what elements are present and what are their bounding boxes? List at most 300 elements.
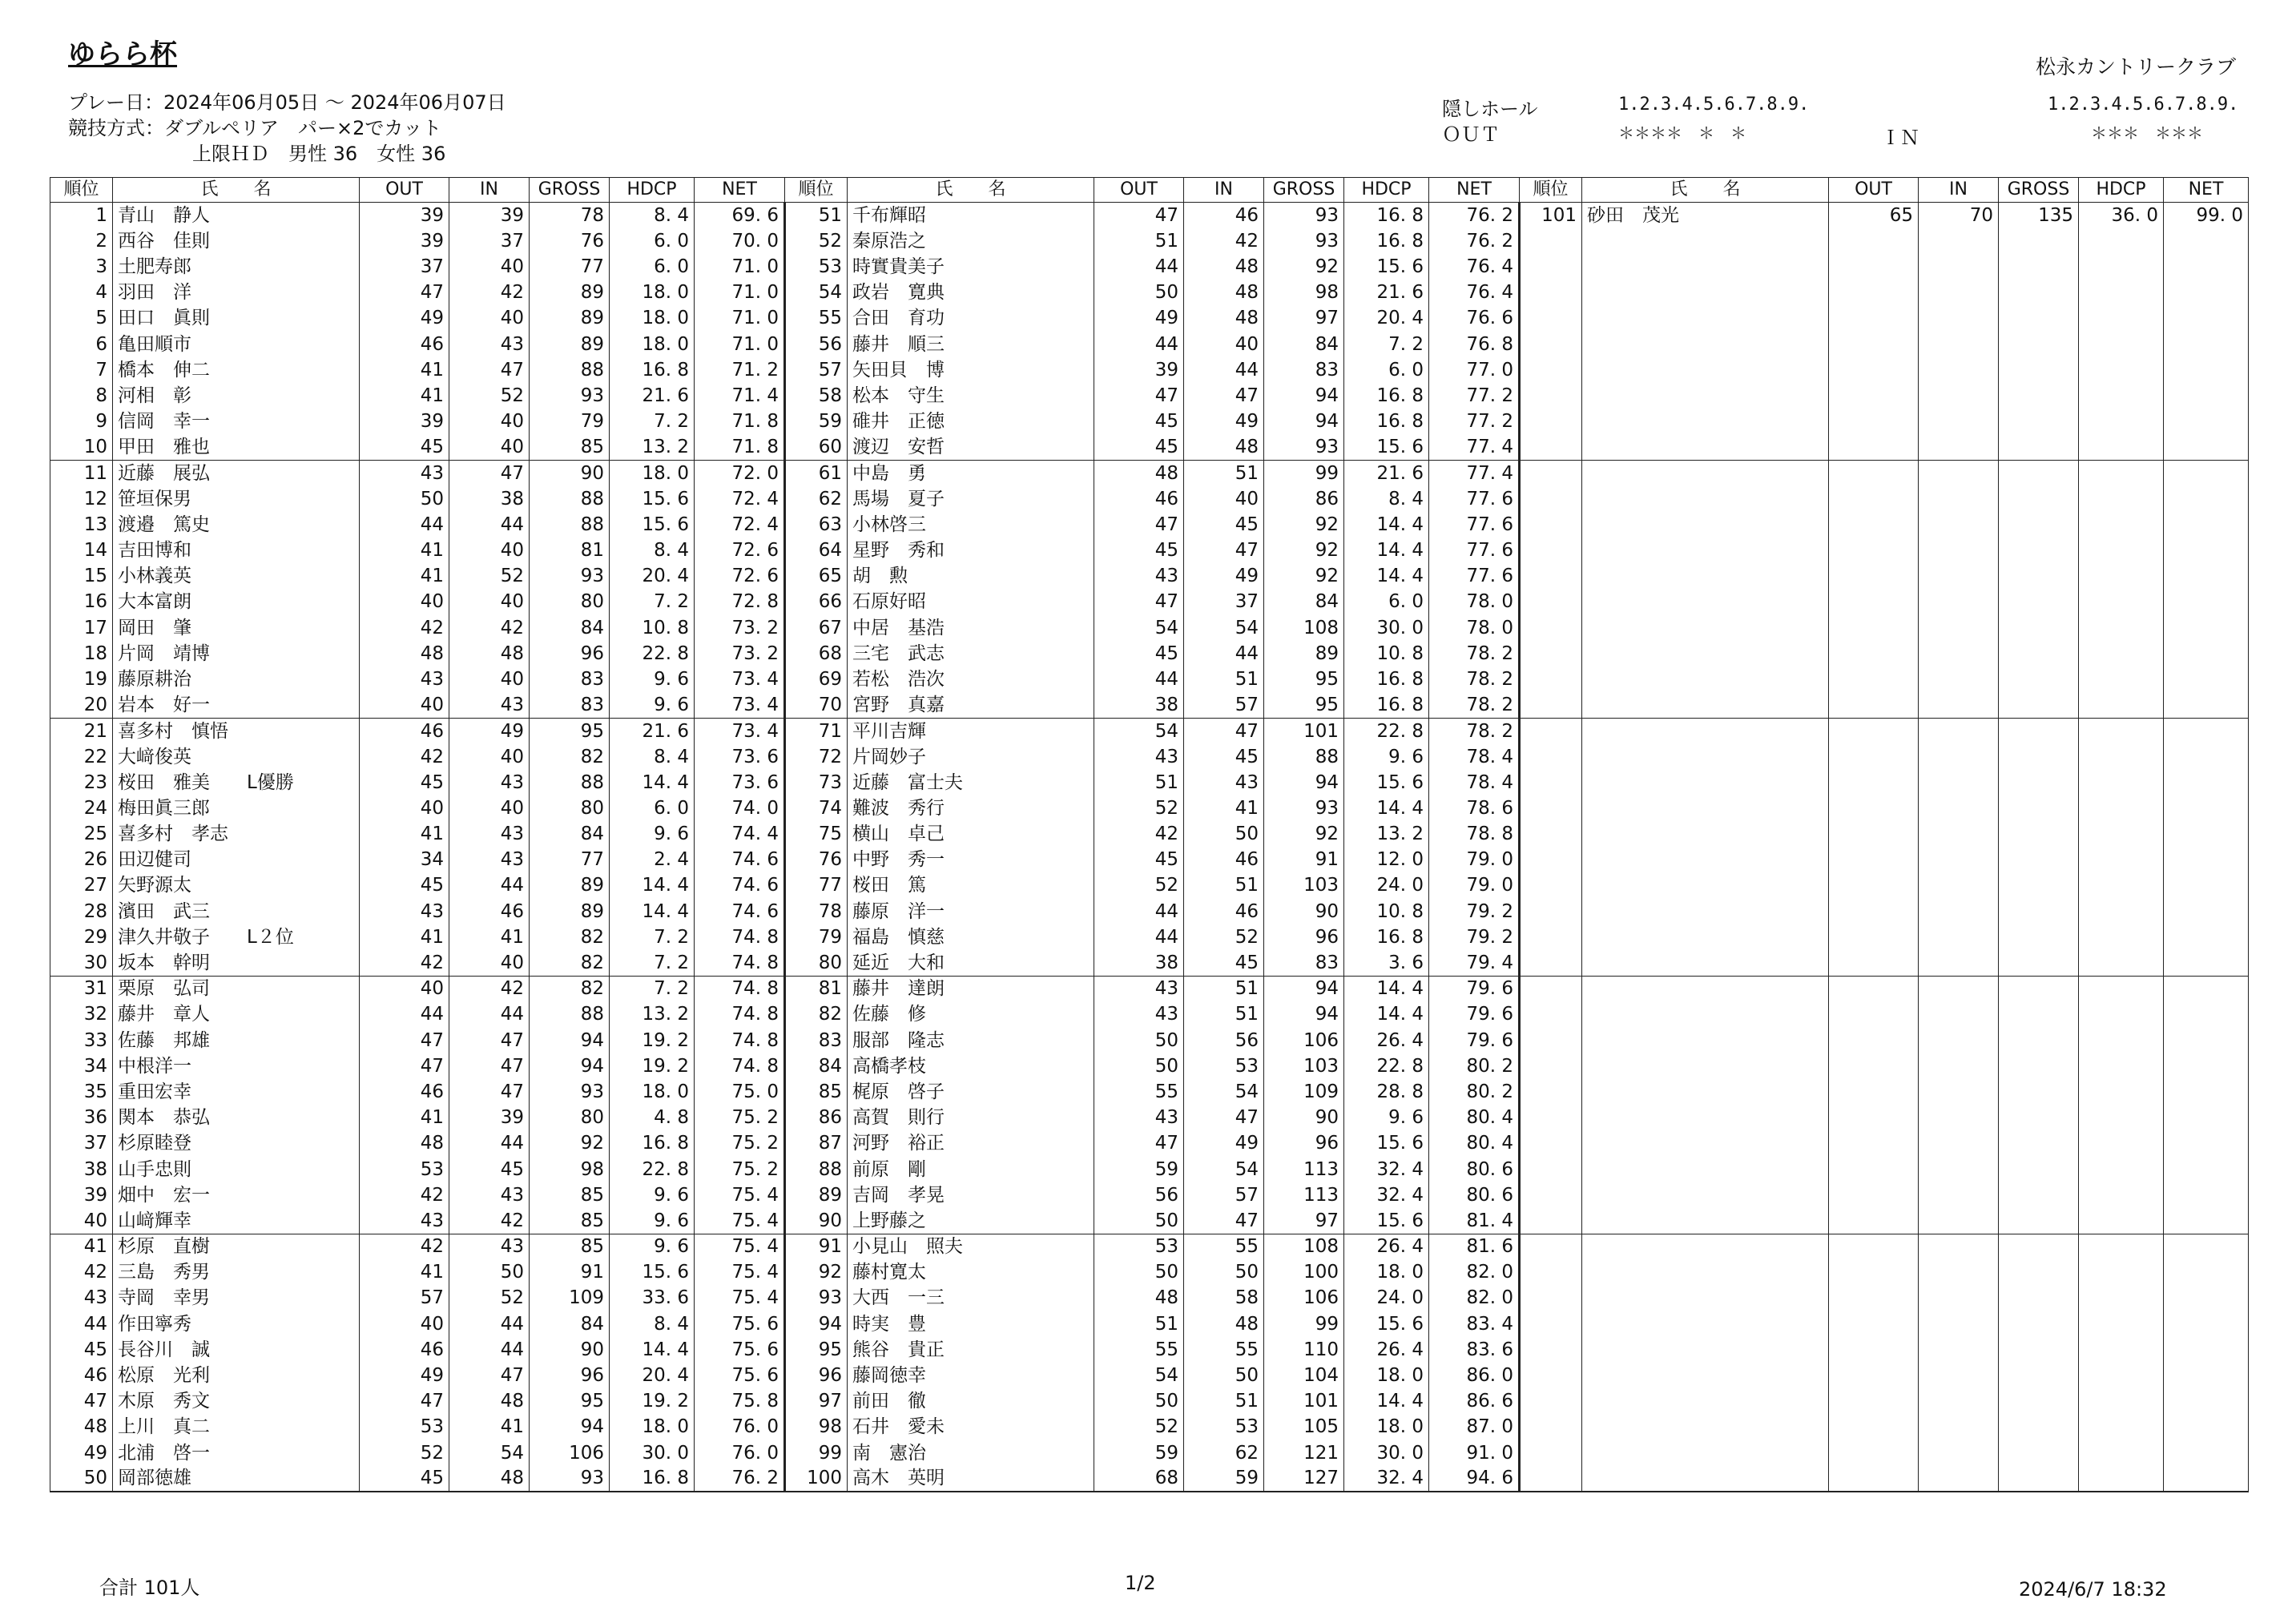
player-name bbox=[1582, 692, 1829, 718]
gross-score: 91 bbox=[530, 1259, 610, 1285]
gross-score: 121 bbox=[1264, 1440, 1344, 1466]
rank: 69 bbox=[785, 667, 848, 692]
out-score: 52 bbox=[360, 1440, 449, 1466]
player-name: 平川吉輝 bbox=[848, 718, 1094, 743]
hdcp bbox=[2079, 615, 2164, 641]
rank: 42 bbox=[50, 1259, 113, 1285]
hdcp: 26. 4 bbox=[1344, 1028, 1429, 1053]
hdcp: 21. 6 bbox=[610, 383, 695, 409]
gross-score bbox=[1999, 743, 2079, 769]
gross-score: 80 bbox=[530, 1105, 610, 1130]
player-name: 三島 秀男 bbox=[113, 1259, 360, 1285]
net-score: 83. 4 bbox=[1429, 1311, 1520, 1337]
gross-score bbox=[1999, 821, 2079, 847]
out-score bbox=[1829, 409, 1919, 434]
gross-score bbox=[1999, 1079, 2079, 1105]
gross-score bbox=[1999, 718, 2079, 743]
table-row bbox=[50, 1028, 2249, 1053]
rank bbox=[1520, 563, 1582, 589]
gross-score: 98 bbox=[530, 1156, 610, 1182]
column-header: GROSS bbox=[530, 178, 610, 203]
rank: 60 bbox=[785, 434, 848, 460]
net-score: 71. 8 bbox=[695, 409, 785, 434]
in-score: 48 bbox=[449, 1388, 530, 1414]
in-score bbox=[1919, 305, 1999, 331]
gross-score: 94 bbox=[1264, 383, 1344, 409]
out-score bbox=[1829, 1414, 1919, 1440]
player-name: 星野 秀和 bbox=[848, 538, 1094, 563]
net-score: 75. 4 bbox=[695, 1208, 785, 1234]
in-hidden-marks: ＊＊＊ ＊＊＊ bbox=[2091, 123, 2203, 143]
player-name: 西谷 佳則 bbox=[113, 228, 360, 254]
player-name: 畑中 宏一 bbox=[113, 1182, 360, 1208]
table-row bbox=[50, 1053, 2249, 1079]
net-score bbox=[2164, 563, 2249, 589]
in-score bbox=[1919, 1105, 1999, 1130]
out-score bbox=[1829, 357, 1919, 383]
rank: 71 bbox=[785, 718, 848, 743]
rank bbox=[1520, 667, 1582, 692]
in-score: 43 bbox=[1184, 770, 1264, 795]
hdcp: 7. 2 bbox=[1344, 331, 1429, 356]
net-score bbox=[2164, 667, 2249, 692]
out-score bbox=[1829, 1311, 1919, 1337]
gross-score bbox=[1999, 538, 2079, 563]
hdcp: 15. 6 bbox=[610, 512, 695, 538]
out-score bbox=[1829, 899, 1919, 924]
handicap-limit: 上限ＨＤ 男性 36 女性 36 bbox=[192, 143, 446, 165]
player-name: 栗原 弘司 bbox=[113, 976, 360, 1001]
net-score: 99. 0 bbox=[2164, 203, 2249, 228]
hdcp: 6. 0 bbox=[1344, 357, 1429, 383]
hdcp: 19. 2 bbox=[610, 1053, 695, 1079]
rank bbox=[1520, 924, 1582, 950]
rank: 10 bbox=[50, 434, 113, 460]
table-row bbox=[50, 924, 2249, 950]
player-name: 梅田眞三郎 bbox=[113, 795, 360, 821]
page-number: 1/2 bbox=[1125, 1572, 1156, 1594]
hdcp: 9. 6 bbox=[610, 1208, 695, 1234]
net-score: 74. 6 bbox=[695, 847, 785, 872]
out-score bbox=[1829, 331, 1919, 356]
gross-score: 93 bbox=[1264, 203, 1344, 228]
rank: 59 bbox=[785, 409, 848, 434]
in-score: 50 bbox=[1184, 821, 1264, 847]
in-score bbox=[1919, 409, 1999, 434]
net-score: 76. 2 bbox=[695, 1466, 785, 1492]
table-row bbox=[50, 770, 2249, 795]
gross-score: 93 bbox=[530, 383, 610, 409]
rank: 55 bbox=[785, 305, 848, 331]
rank: 65 bbox=[785, 563, 848, 589]
player-name bbox=[1582, 589, 1829, 614]
rank: 88 bbox=[785, 1156, 848, 1182]
player-name bbox=[1582, 1053, 1829, 1079]
table-row bbox=[50, 1337, 2249, 1363]
hdcp: 30. 0 bbox=[1344, 1440, 1429, 1466]
net-score: 74. 0 bbox=[695, 795, 785, 821]
player-name: 片岡 靖博 bbox=[113, 641, 360, 667]
player-name: 石井 愛未 bbox=[848, 1414, 1094, 1440]
competition-format: 競技方式：ダブルペリア パー×2でカット bbox=[68, 117, 442, 139]
player-name bbox=[1582, 1130, 1829, 1156]
out-score bbox=[1829, 1156, 1919, 1182]
rank: 24 bbox=[50, 795, 113, 821]
out-score: 44 bbox=[360, 512, 449, 538]
net-score: 76. 2 bbox=[1429, 203, 1520, 228]
rank bbox=[1520, 1466, 1582, 1492]
table-row bbox=[50, 512, 2249, 538]
gross-score bbox=[1999, 512, 2079, 538]
net-score bbox=[2164, 1311, 2249, 1337]
out-score: 41 bbox=[360, 383, 449, 409]
player-name: 藤原 洋一 bbox=[848, 899, 1094, 924]
hdcp: 14. 4 bbox=[1344, 1001, 1429, 1027]
in-score: 41 bbox=[449, 924, 530, 950]
gross-score: 99 bbox=[1264, 1311, 1344, 1337]
rank bbox=[1520, 770, 1582, 795]
net-score: 77. 0 bbox=[1429, 357, 1520, 383]
out-score: 34 bbox=[360, 847, 449, 872]
hdcp: 21. 6 bbox=[610, 718, 695, 743]
hdcp: 9. 6 bbox=[610, 692, 695, 718]
player-name: 岡田 肇 bbox=[113, 615, 360, 641]
in-score: 40 bbox=[1184, 486, 1264, 512]
rank: 72 bbox=[785, 743, 848, 769]
hdcp bbox=[2079, 1028, 2164, 1053]
net-score: 71. 0 bbox=[695, 331, 785, 356]
in-score: 52 bbox=[449, 1285, 530, 1311]
player-name: 山手忠則 bbox=[113, 1156, 360, 1182]
table-row bbox=[50, 847, 2249, 872]
net-score bbox=[2164, 795, 2249, 821]
hdcp: 3. 6 bbox=[1344, 950, 1429, 976]
net-score bbox=[2164, 254, 2249, 280]
out-score: 45 bbox=[1094, 434, 1184, 460]
gross-score: 78 bbox=[530, 203, 610, 228]
in-score: 45 bbox=[449, 1156, 530, 1182]
hdcp bbox=[2079, 718, 2164, 743]
out-score: 44 bbox=[1094, 254, 1184, 280]
hdcp bbox=[2079, 1208, 2164, 1234]
gross-score: 96 bbox=[530, 641, 610, 667]
player-name: 津久井敬子 L２位 bbox=[113, 924, 360, 950]
player-name: 松本 守生 bbox=[848, 383, 1094, 409]
out-score bbox=[1829, 434, 1919, 460]
hdcp: 18. 0 bbox=[610, 280, 695, 305]
in-score: 47 bbox=[1184, 1208, 1264, 1234]
rank: 101 bbox=[1520, 203, 1582, 228]
hdcp bbox=[2079, 950, 2164, 976]
gross-score: 88 bbox=[530, 512, 610, 538]
column-header: HDCP bbox=[610, 178, 695, 203]
gross-score: 95 bbox=[1264, 692, 1344, 718]
player-name bbox=[1582, 1466, 1829, 1492]
in-score: 51 bbox=[1184, 1001, 1264, 1027]
rank bbox=[1520, 434, 1582, 460]
gross-score: 89 bbox=[530, 899, 610, 924]
player-name: 延近 大和 bbox=[848, 950, 1094, 976]
in-score: 37 bbox=[449, 228, 530, 254]
net-score: 81. 4 bbox=[1429, 1208, 1520, 1234]
rank bbox=[1520, 795, 1582, 821]
rank: 48 bbox=[50, 1414, 113, 1440]
table-row bbox=[50, 1414, 2249, 1440]
in-score bbox=[1919, 795, 1999, 821]
in-score: 45 bbox=[1184, 743, 1264, 769]
out-score: 41 bbox=[360, 924, 449, 950]
rank: 19 bbox=[50, 667, 113, 692]
player-name: 近藤 富士夫 bbox=[848, 770, 1094, 795]
gross-score: 92 bbox=[1264, 512, 1344, 538]
column-header: OUT bbox=[360, 178, 449, 203]
gross-score: 88 bbox=[530, 357, 610, 383]
in-score bbox=[1919, 821, 1999, 847]
out-score: 50 bbox=[360, 486, 449, 512]
hdcp: 14. 4 bbox=[1344, 1388, 1429, 1414]
player-name bbox=[1582, 899, 1829, 924]
net-score bbox=[2164, 1130, 2249, 1156]
player-name: 千布輝昭 bbox=[848, 203, 1094, 228]
in-score: 42 bbox=[449, 615, 530, 641]
player-name: 南 憲治 bbox=[848, 1440, 1094, 1466]
rank bbox=[1520, 383, 1582, 409]
net-score: 80. 4 bbox=[1429, 1130, 1520, 1156]
gross-score: 95 bbox=[1264, 667, 1344, 692]
out-score: 42 bbox=[360, 1234, 449, 1259]
in-score: 40 bbox=[449, 743, 530, 769]
hdcp: 22. 8 bbox=[1344, 718, 1429, 743]
out-score bbox=[1829, 692, 1919, 718]
player-name bbox=[1582, 460, 1829, 485]
net-score: 73. 4 bbox=[695, 667, 785, 692]
column-header: 氏 名 bbox=[1582, 178, 1829, 203]
rank: 85 bbox=[785, 1079, 848, 1105]
gross-score bbox=[1999, 228, 2079, 254]
out-score: 49 bbox=[1094, 305, 1184, 331]
player-name: 前田 徹 bbox=[848, 1388, 1094, 1414]
net-score bbox=[2164, 1414, 2249, 1440]
gross-score: 96 bbox=[530, 1363, 610, 1388]
hdcp: 8. 4 bbox=[610, 743, 695, 769]
in-score bbox=[1919, 589, 1999, 614]
gross-score bbox=[1999, 1208, 2079, 1234]
table-row bbox=[50, 1466, 2249, 1492]
hdcp: 20. 4 bbox=[610, 1363, 695, 1388]
rank bbox=[1520, 1001, 1582, 1027]
gross-score: 89 bbox=[1264, 641, 1344, 667]
net-score: 77. 2 bbox=[1429, 409, 1520, 434]
player-name bbox=[1582, 1285, 1829, 1311]
player-name: 秦原浩之 bbox=[848, 228, 1094, 254]
table-header-row bbox=[50, 178, 2249, 203]
rank: 76 bbox=[785, 847, 848, 872]
hdcp: 12. 0 bbox=[1344, 847, 1429, 872]
table-row bbox=[50, 383, 2249, 409]
rank bbox=[1520, 899, 1582, 924]
player-name: 木原 秀文 bbox=[113, 1388, 360, 1414]
out-score: 47 bbox=[1094, 589, 1184, 614]
hdcp bbox=[2079, 589, 2164, 614]
gross-score: 96 bbox=[1264, 1130, 1344, 1156]
gross-score: 89 bbox=[530, 872, 610, 898]
net-score bbox=[2164, 589, 2249, 614]
net-score: 75. 2 bbox=[695, 1130, 785, 1156]
out-score bbox=[1829, 228, 1919, 254]
in-score: 45 bbox=[1184, 512, 1264, 538]
in-holes: 1.2.3.4.5.6.7.8.9. bbox=[2048, 95, 2239, 115]
hdcp: 6. 0 bbox=[610, 228, 695, 254]
gross-score bbox=[1999, 795, 2079, 821]
gross-score: 113 bbox=[1264, 1182, 1344, 1208]
gross-score: 90 bbox=[530, 1337, 610, 1363]
column-header: IN bbox=[1919, 178, 1999, 203]
in-score: 46 bbox=[1184, 899, 1264, 924]
in-score bbox=[1919, 641, 1999, 667]
net-score bbox=[2164, 1182, 2249, 1208]
in-score bbox=[1919, 1388, 1999, 1414]
gross-score bbox=[1999, 1259, 2079, 1285]
player-name: 河野 裕正 bbox=[848, 1130, 1094, 1156]
net-score bbox=[2164, 924, 2249, 950]
player-name bbox=[1582, 1388, 1829, 1414]
hdcp bbox=[2079, 641, 2164, 667]
hdcp: 9. 6 bbox=[1344, 743, 1429, 769]
table-row bbox=[50, 718, 2249, 743]
out-score: 41 bbox=[360, 1259, 449, 1285]
in-score bbox=[1919, 1182, 1999, 1208]
player-name: 橋本 伸二 bbox=[113, 357, 360, 383]
net-score bbox=[2164, 383, 2249, 409]
hdcp bbox=[2079, 1259, 2164, 1285]
net-score: 78. 0 bbox=[1429, 615, 1520, 641]
gross-score bbox=[1999, 899, 2079, 924]
player-name: 大西 一三 bbox=[848, 1285, 1094, 1311]
gross-score: 86 bbox=[1264, 486, 1344, 512]
in-score: 47 bbox=[449, 1363, 530, 1388]
gross-score: 90 bbox=[1264, 899, 1344, 924]
gross-score: 92 bbox=[530, 1130, 610, 1156]
gross-score: 103 bbox=[1264, 1053, 1344, 1079]
gross-score: 93 bbox=[530, 1466, 610, 1492]
net-score: 73. 6 bbox=[695, 770, 785, 795]
column-header: 氏 名 bbox=[848, 178, 1094, 203]
rank bbox=[1520, 512, 1582, 538]
out-score: 44 bbox=[1094, 331, 1184, 356]
gross-score: 79 bbox=[530, 409, 610, 434]
in-score bbox=[1919, 1466, 1999, 1492]
hdcp: 14. 4 bbox=[1344, 976, 1429, 1001]
in-score: 40 bbox=[449, 409, 530, 434]
rank bbox=[1520, 1259, 1582, 1285]
net-score: 74. 8 bbox=[695, 924, 785, 950]
in-score: 37 bbox=[1184, 589, 1264, 614]
out-score: 49 bbox=[360, 1363, 449, 1388]
out-score: 47 bbox=[360, 1028, 449, 1053]
net-score: 74. 6 bbox=[695, 899, 785, 924]
out-score: 43 bbox=[1094, 976, 1184, 1001]
gross-score: 135 bbox=[1999, 203, 2079, 228]
rank: 44 bbox=[50, 1311, 113, 1337]
rank: 47 bbox=[50, 1388, 113, 1414]
net-score bbox=[2164, 1285, 2249, 1311]
net-score: 71. 8 bbox=[695, 434, 785, 460]
out-score: 59 bbox=[1094, 1440, 1184, 1466]
rank: 2 bbox=[50, 228, 113, 254]
hdcp bbox=[2079, 1053, 2164, 1079]
in-score: 62 bbox=[1184, 1440, 1264, 1466]
gross-score: 94 bbox=[530, 1053, 610, 1079]
in-score: 40 bbox=[449, 589, 530, 614]
table-row bbox=[50, 641, 2249, 667]
net-score bbox=[2164, 1363, 2249, 1388]
out-score: 47 bbox=[360, 1053, 449, 1079]
net-score: 79. 4 bbox=[1429, 950, 1520, 976]
net-score: 80. 6 bbox=[1429, 1156, 1520, 1182]
in-score: 49 bbox=[1184, 409, 1264, 434]
net-score bbox=[2164, 950, 2249, 976]
hdcp: 13. 2 bbox=[610, 1001, 695, 1027]
player-name: 亀田順市 bbox=[113, 331, 360, 356]
rank bbox=[1520, 1285, 1582, 1311]
gross-score bbox=[1999, 1466, 2079, 1492]
gross-score bbox=[1999, 770, 2079, 795]
gross-score: 127 bbox=[1264, 1466, 1344, 1492]
in-score: 44 bbox=[449, 512, 530, 538]
gross-score: 88 bbox=[530, 486, 610, 512]
rank bbox=[1520, 409, 1582, 434]
out-score: 53 bbox=[1094, 1234, 1184, 1259]
in-score: 53 bbox=[1184, 1414, 1264, 1440]
player-name bbox=[1582, 409, 1829, 434]
in-score: 51 bbox=[1184, 1388, 1264, 1414]
table-row bbox=[50, 1363, 2249, 1388]
hdcp: 14. 4 bbox=[1344, 795, 1429, 821]
net-score: 83. 6 bbox=[1429, 1337, 1520, 1363]
player-name: 笹垣保男 bbox=[113, 486, 360, 512]
player-name: 渡辺 安哲 bbox=[848, 434, 1094, 460]
in-score: 40 bbox=[449, 538, 530, 563]
in-score: 41 bbox=[449, 1414, 530, 1440]
hdcp bbox=[2079, 743, 2164, 769]
hdcp: 9. 6 bbox=[610, 1234, 695, 1259]
in-score: 48 bbox=[1184, 434, 1264, 460]
player-name: 馬場 夏子 bbox=[848, 486, 1094, 512]
net-score bbox=[2164, 538, 2249, 563]
net-score: 86. 6 bbox=[1429, 1388, 1520, 1414]
net-score: 77. 2 bbox=[1429, 383, 1520, 409]
in-score bbox=[1919, 1001, 1999, 1027]
in-score: 44 bbox=[1184, 641, 1264, 667]
in-score bbox=[1919, 692, 1999, 718]
hdcp: 16. 8 bbox=[610, 357, 695, 383]
in-score: 42 bbox=[449, 280, 530, 305]
out-score bbox=[1829, 280, 1919, 305]
in-score bbox=[1919, 563, 1999, 589]
rank: 21 bbox=[50, 718, 113, 743]
player-name: 藤岡徳幸 bbox=[848, 1363, 1094, 1388]
out-score: 45 bbox=[1094, 409, 1184, 434]
hdcp: 18. 0 bbox=[610, 331, 695, 356]
rank: 73 bbox=[785, 770, 848, 795]
player-name: 河相 彰 bbox=[113, 383, 360, 409]
hdcp bbox=[2079, 383, 2164, 409]
player-name: 甲田 雅也 bbox=[113, 434, 360, 460]
net-score: 77. 4 bbox=[1429, 460, 1520, 485]
out-score: 59 bbox=[1094, 1156, 1184, 1182]
out-label: ＯＵＴ bbox=[1442, 123, 1500, 146]
out-score: 46 bbox=[360, 1079, 449, 1105]
